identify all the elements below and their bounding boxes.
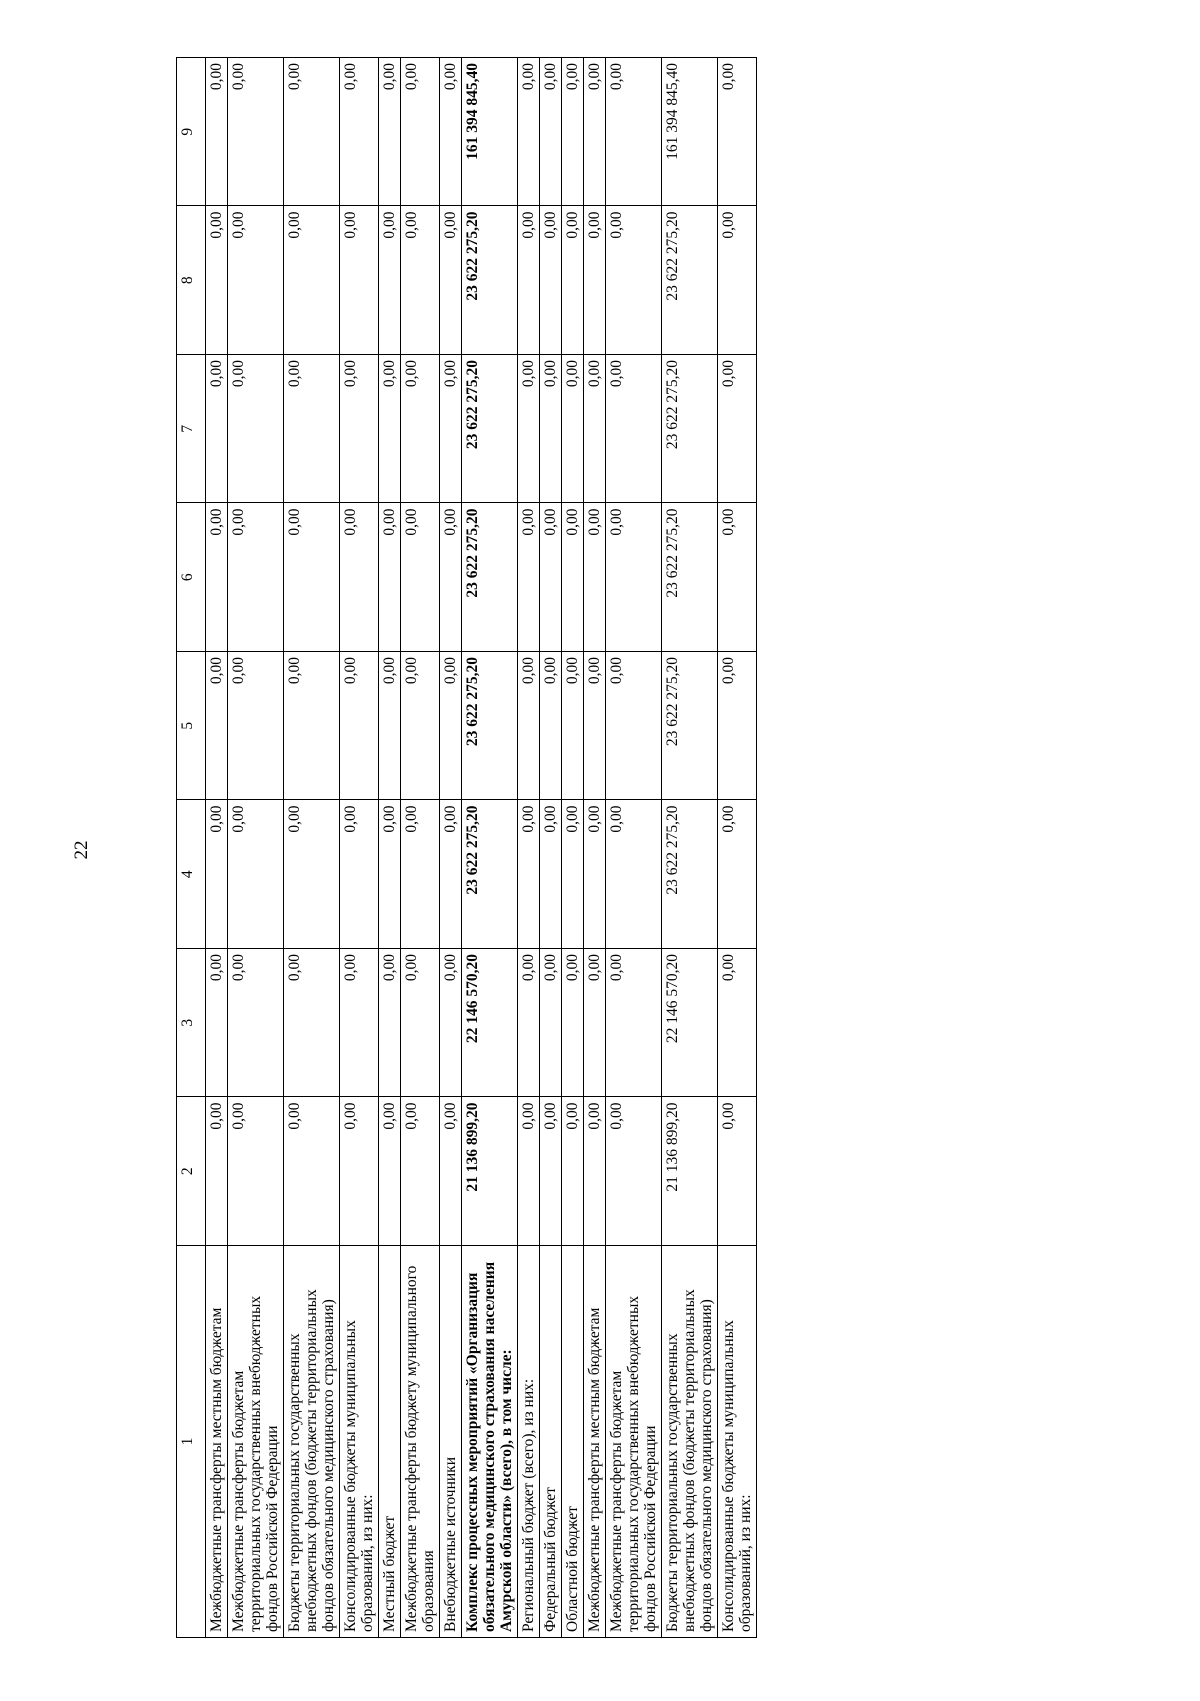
row-label-cell: Местный бюджет	[379, 1246, 401, 1638]
value-cell: 0,00	[379, 355, 401, 504]
rotated-table-container	[176, 58, 1036, 1638]
value-cell: 0,00	[379, 503, 401, 652]
value-cell: 0,00	[340, 1097, 379, 1246]
table-row	[518, 58, 540, 1638]
value-cell: 0,00	[401, 58, 440, 207]
value-cell: 0,00	[440, 355, 462, 504]
value-cell: 0,00	[562, 949, 584, 1098]
value-cell: 0,00	[228, 800, 284, 949]
value-cell: 23 622 275,20	[662, 652, 718, 801]
column-header: 6	[177, 503, 206, 652]
table-row	[379, 58, 401, 1638]
value-cell: 0,00	[340, 206, 379, 355]
value-cell: 0,00	[379, 652, 401, 801]
value-cell: 0,00	[206, 949, 228, 1098]
column-header: 1	[177, 1246, 206, 1638]
value-cell: 0,00	[718, 503, 757, 652]
value-cell: 0,00	[340, 949, 379, 1098]
row-label-cell: Внебюджетные источники	[440, 1246, 462, 1638]
value-cell: 0,00	[584, 949, 606, 1098]
value-cell: 0,00	[540, 1097, 562, 1246]
value-cell: 0,00	[401, 652, 440, 801]
value-cell: 23 622 275,20	[462, 355, 518, 504]
value-cell: 0,00	[540, 800, 562, 949]
column-header: 9	[177, 58, 206, 207]
value-cell: 0,00	[206, 355, 228, 504]
column-header: 8	[177, 206, 206, 355]
table-row	[718, 58, 757, 1638]
value-cell: 0,00	[379, 800, 401, 949]
value-cell: 0,00	[518, 206, 540, 355]
value-cell: 0,00	[584, 58, 606, 207]
value-cell: 0,00	[606, 800, 662, 949]
value-cell: 0,00	[284, 1097, 340, 1246]
value-cell: 0,00	[206, 206, 228, 355]
value-cell: 0,00	[228, 58, 284, 207]
value-cell: 0,00	[206, 1097, 228, 1246]
row-label-cell: Межбюджетные трансферты местным бюджетам	[584, 1246, 606, 1638]
row-label-cell: Бюджеты территориальных государственных внебюджетных фондов (бюджеты территориальных фондов обязательного медицинского страхования)	[662, 1246, 718, 1638]
value-cell: 0,00	[606, 355, 662, 504]
value-cell: 0,00	[562, 355, 584, 504]
value-cell: 0,00	[718, 58, 757, 207]
value-cell: 0,00	[606, 949, 662, 1098]
row-label-cell: Бюджеты территориальных государственных внебюджетных фондов (бюджеты территориальных фондов обязательного медицинского страхования)	[284, 1246, 340, 1638]
row-label-cell: Межбюджетные трансферты бюджетам территориальных государственных внебюджетных фондов Российской Федерации	[606, 1246, 662, 1638]
row-label-cell: Областной бюджет	[562, 1246, 584, 1638]
value-cell: 0,00	[606, 503, 662, 652]
value-cell: 0,00	[440, 800, 462, 949]
value-cell: 23 622 275,20	[462, 503, 518, 652]
page-number: 22	[71, 840, 92, 860]
column-header: 4	[177, 800, 206, 949]
value-cell: 0,00	[518, 1097, 540, 1246]
value-cell: 0,00	[440, 949, 462, 1098]
table-row	[206, 58, 228, 1638]
table-row	[284, 58, 340, 1638]
value-cell: 0,00	[540, 503, 562, 652]
table-row	[662, 58, 718, 1638]
value-cell: 0,00	[540, 58, 562, 207]
value-cell: 23 622 275,20	[462, 800, 518, 949]
value-cell: 0,00	[206, 800, 228, 949]
value-cell: 0,00	[401, 1097, 440, 1246]
value-cell: 0,00	[718, 206, 757, 355]
value-cell: 0,00	[562, 58, 584, 207]
table-row	[562, 58, 584, 1638]
value-cell: 0,00	[606, 652, 662, 801]
table-row	[540, 58, 562, 1638]
column-header: 2	[177, 1097, 206, 1246]
column-header: 3	[177, 949, 206, 1098]
value-cell: 0,00	[606, 206, 662, 355]
row-label-cell: Межбюджетные трансферты бюджету муниципального образования	[401, 1246, 440, 1638]
value-cell: 0,00	[340, 800, 379, 949]
value-cell: 21 136 899,20	[462, 1097, 518, 1246]
value-cell: 23 622 275,20	[662, 800, 718, 949]
value-cell: 0,00	[228, 355, 284, 504]
value-cell: 0,00	[206, 503, 228, 652]
value-cell: 0,00	[379, 206, 401, 355]
value-cell: 0,00	[440, 206, 462, 355]
value-cell: 0,00	[284, 206, 340, 355]
value-cell: 0,00	[518, 58, 540, 207]
table-row	[584, 58, 606, 1638]
value-cell: 0,00	[718, 1097, 757, 1246]
value-cell: 0,00	[562, 503, 584, 652]
row-label-cell: Межбюджетные трансферты бюджетам территориальных государственных внебюджетных фондов Российской Федерации	[228, 1246, 284, 1638]
value-cell: 0,00	[562, 1097, 584, 1246]
value-cell: 0,00	[584, 503, 606, 652]
value-cell: 0,00	[562, 206, 584, 355]
table-row	[228, 58, 284, 1638]
table-row	[401, 58, 440, 1638]
value-cell: 0,00	[540, 652, 562, 801]
value-cell: 0,00	[228, 206, 284, 355]
value-cell: 0,00	[540, 206, 562, 355]
row-label-cell: Консолидированные бюджеты муниципальных образований, из них:	[718, 1246, 757, 1638]
value-cell: 0,00	[340, 652, 379, 801]
value-cell: 0,00	[718, 652, 757, 801]
value-cell: 23 622 275,20	[462, 206, 518, 355]
value-cell: 0,00	[518, 503, 540, 652]
value-cell: 0,00	[540, 949, 562, 1098]
value-cell: 0,00	[540, 355, 562, 504]
row-label-cell: Региональный бюджет (всего), из них:	[518, 1246, 540, 1638]
value-cell: 0,00	[379, 1097, 401, 1246]
table-row	[440, 58, 462, 1638]
value-cell: 0,00	[562, 652, 584, 801]
row-label-cell: Консолидированные бюджеты муниципальных образований, из них:	[340, 1246, 379, 1638]
column-header: 5	[177, 652, 206, 801]
value-cell: 0,00	[606, 58, 662, 207]
value-cell: 0,00	[340, 58, 379, 207]
table-row	[606, 58, 662, 1638]
value-cell: 0,00	[584, 355, 606, 504]
value-cell: 0,00	[518, 355, 540, 504]
value-cell: 0,00	[518, 652, 540, 801]
value-cell: 0,00	[284, 949, 340, 1098]
value-cell: 0,00	[284, 800, 340, 949]
value-cell: 0,00	[401, 949, 440, 1098]
value-cell: 0,00	[584, 1097, 606, 1246]
value-cell: 0,00	[718, 355, 757, 504]
value-cell: 21 136 899,20	[662, 1097, 718, 1246]
header-row	[177, 58, 206, 1638]
value-cell: 0,00	[340, 503, 379, 652]
value-cell: 0,00	[284, 58, 340, 207]
value-cell: 0,00	[284, 355, 340, 504]
value-cell: 22 146 570,20	[662, 949, 718, 1098]
value-cell: 0,00	[401, 206, 440, 355]
value-cell: 0,00	[718, 949, 757, 1098]
value-cell: 161 394 845,40	[662, 58, 718, 207]
value-cell: 0,00	[518, 949, 540, 1098]
row-label-cell: Федеральный бюджет	[540, 1246, 562, 1638]
value-cell: 0,00	[584, 206, 606, 355]
value-cell: 22 146 570,20	[462, 949, 518, 1098]
value-cell: 0,00	[379, 58, 401, 207]
value-cell: 23 622 275,20	[662, 206, 718, 355]
value-cell: 0,00	[206, 58, 228, 207]
value-cell: 0,00	[518, 800, 540, 949]
value-cell: 0,00	[584, 800, 606, 949]
value-cell: 0,00	[284, 652, 340, 801]
value-cell: 0,00	[340, 355, 379, 504]
table-row	[340, 58, 379, 1638]
value-cell: 23 622 275,20	[662, 503, 718, 652]
value-cell: 0,00	[440, 58, 462, 207]
value-cell: 0,00	[440, 503, 462, 652]
value-cell: 0,00	[440, 652, 462, 801]
value-cell: 0,00	[228, 652, 284, 801]
value-cell: 0,00	[228, 1097, 284, 1246]
value-cell: 0,00	[206, 652, 228, 801]
value-cell: 0,00	[401, 503, 440, 652]
column-header: 7	[177, 355, 206, 504]
value-cell: 0,00	[606, 1097, 662, 1246]
value-cell: 0,00	[584, 652, 606, 801]
value-cell: 0,00	[401, 800, 440, 949]
value-cell: 0,00	[379, 949, 401, 1098]
value-cell: 0,00	[718, 800, 757, 949]
value-cell: 0,00	[562, 800, 584, 949]
table-body	[206, 58, 757, 1638]
value-cell: 23 622 275,20	[462, 652, 518, 801]
value-cell: 23 622 275,20	[662, 355, 718, 504]
value-cell: 0,00	[228, 503, 284, 652]
value-cell: 0,00	[440, 1097, 462, 1246]
row-label-cell: Межбюджетные трансферты местным бюджетам	[206, 1246, 228, 1638]
value-cell: 0,00	[284, 503, 340, 652]
value-cell: 0,00	[401, 355, 440, 504]
table-row	[462, 58, 518, 1638]
row-label-cell: Комплекс процессных мероприятий «Организация обязательного медицинского страхования населения Амурской области» (всего), в том числе:	[462, 1246, 518, 1638]
budget-table	[176, 57, 757, 1638]
value-cell: 161 394 845,40	[462, 58, 518, 207]
value-cell: 0,00	[228, 949, 284, 1098]
